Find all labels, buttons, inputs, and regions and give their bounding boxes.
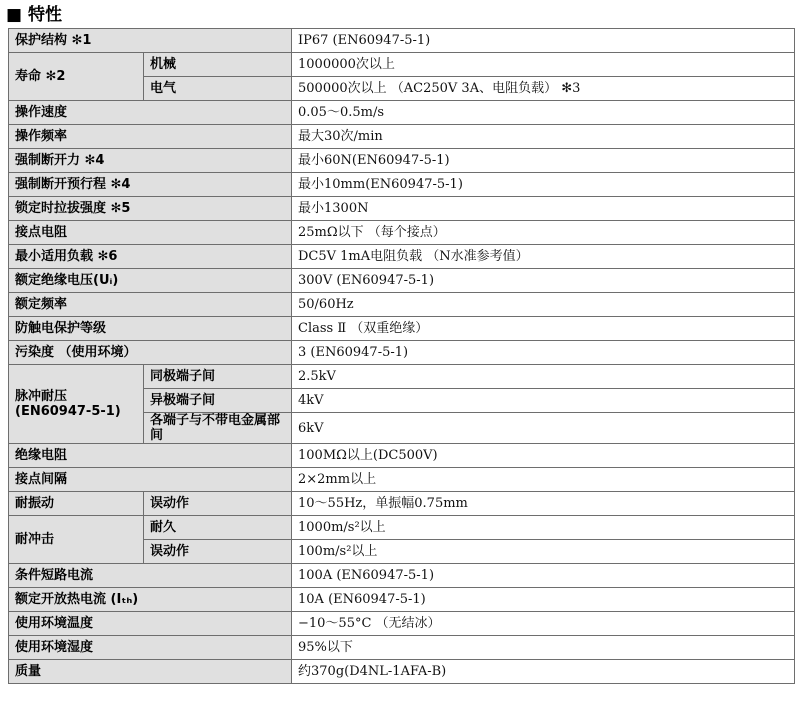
row-label: 操作速度 — [9, 101, 292, 125]
row-sublabel: 异极端子间 — [144, 389, 292, 413]
row-label: 耐振动 — [9, 492, 144, 516]
row-label: 接点间隔 — [9, 468, 292, 492]
table-row — [9, 53, 795, 77]
row-label: 接点电阻 — [9, 221, 292, 245]
row-value: 100A (EN60947-5-1) — [292, 564, 795, 588]
table-row — [9, 293, 795, 317]
row-value: 25mΩ以下 （每个接点） — [292, 221, 795, 245]
table-row — [9, 149, 795, 173]
row-value: 95%以下 — [292, 636, 795, 660]
row-value: 300V (EN60947-5-1) — [292, 269, 795, 293]
row-value: 50/60Hz — [292, 293, 795, 317]
row-label: 锁定时拉拔强度 ✻5 — [9, 197, 292, 221]
table-row — [9, 29, 795, 53]
row-sublabel: 机械 — [144, 53, 292, 77]
table-row — [9, 269, 795, 293]
row-value: 2.5kV — [292, 365, 795, 389]
row-value: 1000m/s²以上 — [292, 516, 795, 540]
row-label: 最小适用负载 ✻6 — [9, 245, 292, 269]
row-label: 使用环境温度 — [9, 612, 292, 636]
table-row — [9, 245, 795, 269]
row-value: 最小1300N — [292, 197, 795, 221]
row-value: 约370g(D4NL-1AFA-B) — [292, 660, 795, 684]
row-label: 污染度 （使用环境） — [9, 341, 292, 365]
row-value: 10～55Hz，单振幅0.75mm — [292, 492, 795, 516]
table-row — [9, 492, 795, 516]
row-label: 耐冲击 — [9, 516, 144, 564]
table-row — [9, 564, 795, 588]
row-label: 额定频率 — [9, 293, 292, 317]
row-label: 强制断开力 ✻4 — [9, 149, 292, 173]
table-row — [9, 221, 795, 245]
row-value: 100MΩ以上(DC500V) — [292, 444, 795, 468]
table-row — [9, 317, 795, 341]
row-value: DC5V 1mA电阻负载 （N水准参考值） — [292, 245, 795, 269]
row-value: 6kV — [292, 413, 795, 444]
row-value: 最大30次/min — [292, 125, 795, 149]
table-row — [9, 516, 795, 540]
table-row — [9, 468, 795, 492]
row-value: 2×2mm以上 — [292, 468, 795, 492]
row-label: 保护结构 ✻1 — [9, 29, 292, 53]
row-value: 100m/s²以上 — [292, 540, 795, 564]
row-value: 最小10mm(EN60947-5-1) — [292, 173, 795, 197]
table-row — [9, 660, 795, 684]
row-label: 额定绝缘电压(Uᵢ) — [9, 269, 292, 293]
row-sublabel: 误动作 — [144, 540, 292, 564]
row-sublabel: 误动作 — [144, 492, 292, 516]
table-row — [9, 365, 795, 389]
row-value: Class Ⅱ （双重绝缘） — [292, 317, 795, 341]
row-value: 10A (EN60947-5-1) — [292, 588, 795, 612]
row-label: 寿命 ✻2 — [9, 53, 144, 101]
table-row — [9, 197, 795, 221]
row-value: 3 (EN60947-5-1) — [292, 341, 795, 365]
table-row — [9, 588, 795, 612]
row-label: 防触电保护等级 — [9, 317, 292, 341]
row-label: 额定开放热电流 (Iₜₕ) — [9, 588, 292, 612]
row-label: 强制断开预行程 ✻4 — [9, 173, 292, 197]
row-value: 500000次以上 （AC250V 3A、电阻负载） ✻3 — [292, 77, 795, 101]
row-label: 绝缘电阻 — [9, 444, 292, 468]
row-label: 脉冲耐压 (EN60947-5-1) — [9, 365, 144, 444]
table-row — [9, 125, 795, 149]
table-row — [9, 612, 795, 636]
row-sublabel: 电气 — [144, 77, 292, 101]
table-row — [9, 173, 795, 197]
table-row — [9, 341, 795, 365]
table-row — [9, 101, 795, 125]
row-label: 使用环境湿度 — [9, 636, 292, 660]
spec-table — [8, 28, 795, 684]
row-value: IP67 (EN60947-5-1) — [292, 29, 795, 53]
table-row — [9, 636, 795, 660]
row-value: 1000000次以上 — [292, 53, 795, 77]
row-label: 条件短路电流 — [9, 564, 292, 588]
row-label: 操作频率 — [9, 125, 292, 149]
row-sublabel: 耐久 — [144, 516, 292, 540]
row-sublabel: 各端子与不带电金属部间 — [144, 413, 292, 444]
row-value: 4kV — [292, 389, 795, 413]
row-label: 质量 — [9, 660, 292, 684]
section-heading: ■ 特性 — [6, 5, 62, 25]
row-value: 最小60N(EN60947-5-1) — [292, 149, 795, 173]
row-sublabel: 同极端子间 — [144, 365, 292, 389]
table-row — [9, 444, 795, 468]
row-value: 0.05～0.5m/s — [292, 101, 795, 125]
row-value: −10～55°C （无结冰） — [292, 612, 795, 636]
